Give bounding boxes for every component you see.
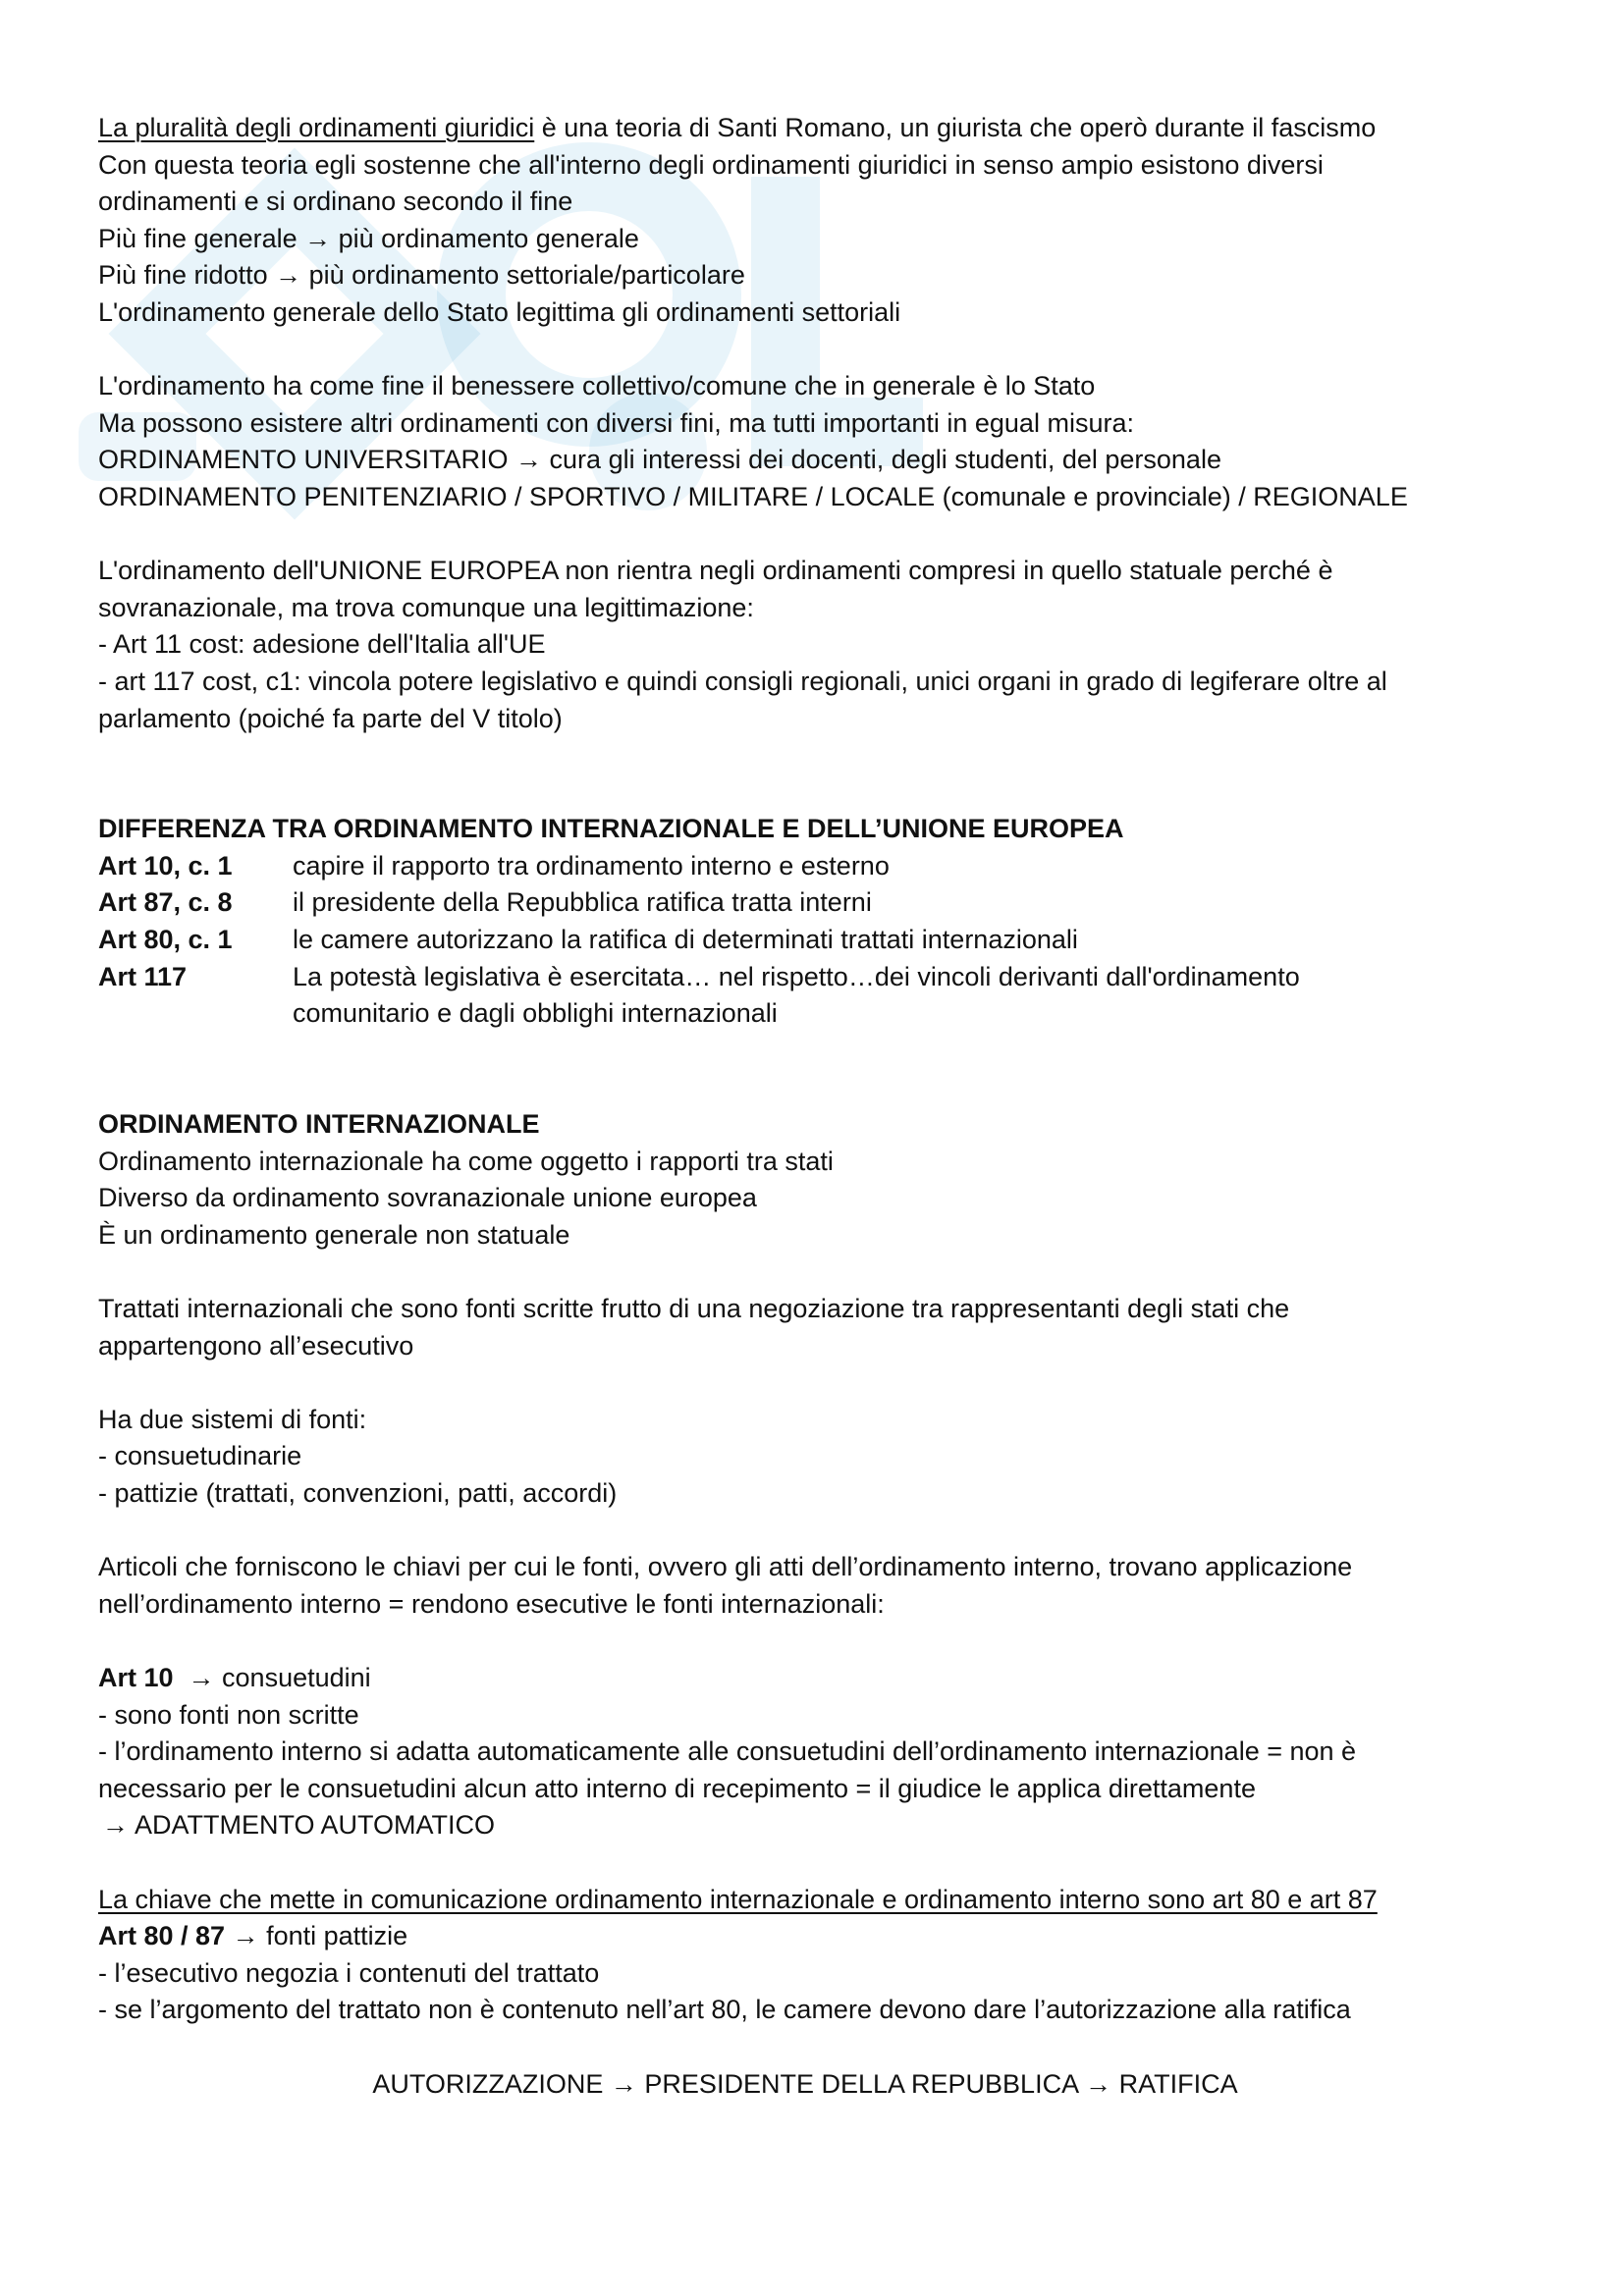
- document-page: [98, 110, 1512, 2103]
- article-text: le camere autorizzano la ratifica di determinati trattati internazionali: [293, 925, 1078, 955]
- list-item: - sono fonti non scritte: [98, 1699, 359, 1730]
- underlined-term: La pluralità degli ordinamenti giuridici: [98, 113, 535, 142]
- paragraph-line: → ADATTMENTO AUTOMATICO: [102, 1810, 496, 1841]
- article-text: il presidente della Repubblica ratifica tratta interni: [293, 887, 872, 918]
- paragraph-line: necessario per le consuetudini alcun atto interno di recepimento = il giudice le applica direttamente: [98, 1773, 1256, 1803]
- paragraph-line: Ordinamento internazionale ha come oggetto i rapporti tra stati: [98, 1146, 834, 1176]
- paragraph-line: nell’ordinamento interno = rendono esecutive le fonti internazionali:: [98, 1588, 885, 1619]
- paragraph-line: È un ordinamento generale non statuale: [98, 1219, 570, 1250]
- article-text: capire il rapporto tra ordinamento interno e esterno: [293, 850, 890, 881]
- paragraph-line: parlamento (poiché fa parte del V titolo): [98, 703, 563, 733]
- article-text: La potestà legislativa è esercitata… nel rispetto…dei vincoli derivanti dall'ordinamento: [293, 961, 1300, 991]
- paragraph-line: sovranazionale, ma trova comunque una legittimazione:: [98, 592, 754, 622]
- article-row: [98, 884, 1512, 922]
- article-row: [98, 959, 1512, 1033]
- paragraph-line: Più fine generale → più ordinamento generale: [98, 223, 639, 253]
- art80-heading: Art 80 / 87 → fonti pattizie: [98, 1921, 408, 1951]
- paragraph-line: ORDINAMENTO UNIVERSITARIO → cura gli interessi dei docenti, degli studenti, del personale: [98, 445, 1221, 475]
- paragraph-line: L'ordinamento ha come fine il benessere collettivo/comune che in generale è lo Stato: [98, 371, 1096, 401]
- article-label: Art 10, c. 1: [98, 850, 233, 881]
- paragraph-line: Trattati internazionali che sono fonti scritte frutto di una negoziazione tra rappresentanti degli stati che: [98, 1294, 1290, 1323]
- paragraph-line: Con questa teoria egli sostenne che all'interno degli ordinamenti giuridici in senso ampio esistono diversi: [98, 149, 1324, 180]
- article-row: [98, 848, 1512, 885]
- paragraph-line: appartengono all’esecutivo: [98, 1330, 414, 1361]
- article-label: Art 87, c. 8: [98, 887, 233, 918]
- paragraph-line: Diverso da ordinamento sovranazionale unione europea: [98, 1183, 757, 1213]
- paragraph-line: Ma possono esistere altri ordinamenti con diversi fini, ma tutti importanti in egual misura:: [98, 407, 1134, 438]
- article-row: [98, 922, 1512, 959]
- paragraph-line: Più fine ridotto → più ordinamento settoriale/particolare: [98, 260, 745, 291]
- section-heading-differenza: DIFFERENZA TRA ORDINAMENTO INTERNAZIONALE E DELL’UNIONE EUROPEA: [98, 814, 1124, 844]
- paragraph-line: La pluralità degli ordinamenti giuridici è una teoria di Santi Romano, un giurista che operò durante il fascismo: [98, 113, 1377, 142]
- article-text: comunitario e dagli obblighi internazionali: [293, 998, 778, 1029]
- article-label: Art 80, c. 1: [98, 925, 233, 955]
- paragraph-line: Ha due sistemi di fonti:: [98, 1404, 367, 1434]
- paragraph-line: Articoli che forniscono le chiavi per cui le fonti, ovvero gli atti dell’ordinamento interno, trovano applicazione: [98, 1552, 1353, 1582]
- list-item: - pattizie (trattati, convenzioni, patti, accordi): [98, 1477, 618, 1508]
- section-heading-internazionale: ORDINAMENTO INTERNAZIONALE: [98, 1109, 540, 1140]
- article-label: Art 117: [98, 961, 188, 991]
- list-item: - consuetudinarie: [98, 1441, 302, 1471]
- underlined-key-sentence: La chiave che mette in comunicazione ordinamento internazionale e ordinamento interno sono art 80 e art 87: [98, 1884, 1378, 1914]
- paragraph-line: ORDINAMENTO PENITENZIARIO / SPORTIVO / MILITARE / LOCALE (comunale e provinciale) / REGIONALE: [98, 481, 1408, 511]
- list-item: - l’esecutivo negozia i contenuti del trattato: [98, 1957, 600, 1988]
- list-item: - se l’argomento del trattato non è contenuto nell’art 80, le camere devono dare l’autorizzazione alla ratifica: [98, 1995, 1351, 2025]
- art10-heading: Art 10 → consuetudini: [98, 1662, 371, 1692]
- list-item: - art 117 cost, c1: vincola potere legislativo e quindi consigli regionali, unici organi in grado di legiferare oltre al: [98, 666, 1387, 696]
- ratification-flow: AUTORIZZAZIONE → PRESIDENTE DELLA REPUBBLICA → RATIFICA: [372, 2068, 1238, 2099]
- paragraph-line: L'ordinamento generale dello Stato legittima gli ordinamenti settoriali: [98, 296, 901, 327]
- paragraph-line: L'ordinamento dell'UNIONE EUROPEA non rientra negli ordinamenti compresi in quello statuale perché è: [98, 556, 1333, 586]
- paragraph-line: ordinamenti e si ordinano secondo il fine: [98, 187, 573, 217]
- list-item: - l’ordinamento interno si adatta automaticamente alle consuetudini dell’ordinamento internazionale = non è: [98, 1736, 1357, 1767]
- list-item: - Art 11 cost: adesione dell'Italia all'UE: [98, 629, 546, 660]
